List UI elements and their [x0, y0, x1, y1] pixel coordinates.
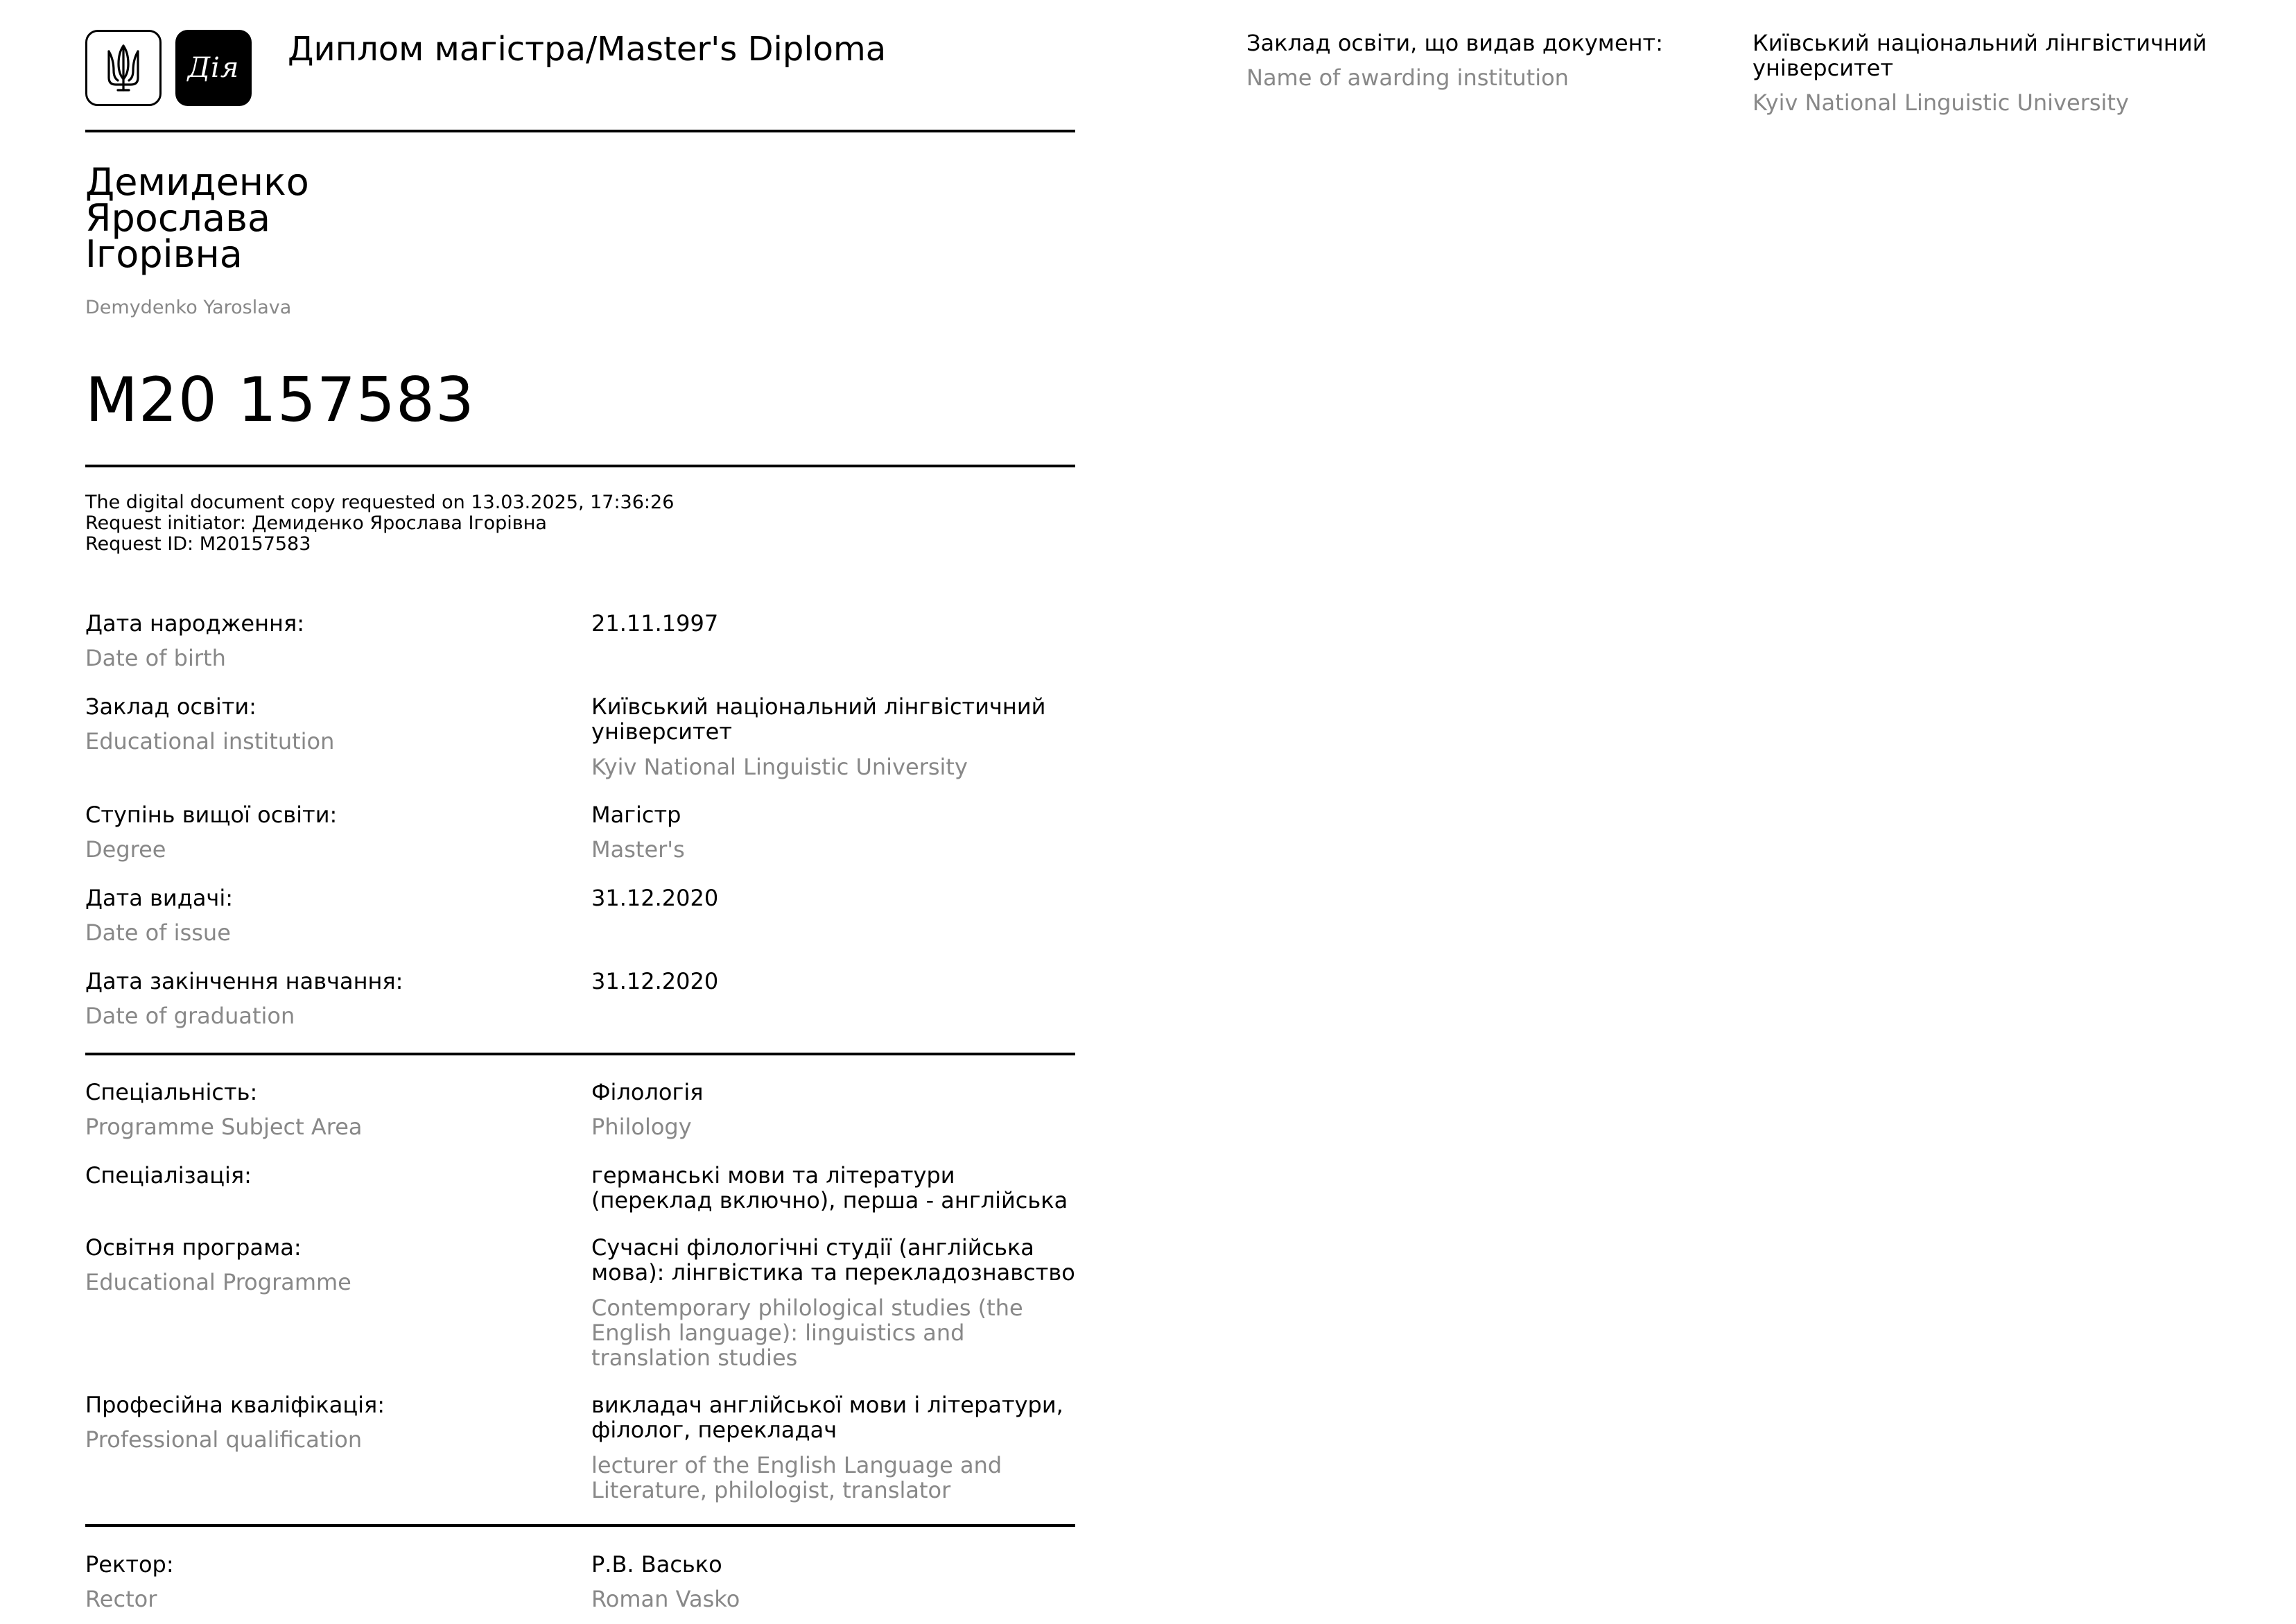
rector-value: Р.В. Васько: [591, 1551, 722, 1578]
rector-value-en: Roman Vasko: [591, 1586, 740, 1612]
birth-label-en: Date of birth: [85, 645, 226, 671]
specialization-value: [591, 1163, 1068, 1213]
degree-label-en: Degree: [85, 836, 166, 863]
degree-value: Магістр: [591, 802, 681, 828]
awarding-institution-label: Заклад освіти, що видав документ:: [1246, 30, 1663, 56]
graduation-date-label-en: Date of graduation: [85, 1003, 295, 1029]
institution-value: [591, 694, 1045, 744]
awarding-institution-value-en: Kyiv National Linguistic University: [1753, 89, 2129, 116]
awarding-institution-label-en: Name of awarding institution: [1246, 64, 1569, 91]
qualification-value-en: [591, 1453, 1002, 1503]
birth-label: Дата народження:: [85, 610, 304, 637]
qualification-value-line: викладач англійської мови і літератури,: [591, 1392, 1063, 1418]
degree-label: Ступінь вищої освіти:: [85, 802, 338, 828]
qualification-value-en-line: lecturer of the English Language and: [591, 1452, 1002, 1478]
divider: [85, 1524, 1075, 1527]
institution-label: Заклад освіти:: [85, 693, 256, 720]
request-info: [85, 492, 674, 555]
document-title: Диплом магістра/Master's Diploma: [288, 30, 887, 69]
programme-value-en-line: translation studies: [591, 1345, 798, 1371]
institution-value-en: Kyiv National Linguistic University: [591, 754, 968, 780]
issue-date-label: Дата видачі:: [85, 885, 233, 911]
qualification-value: [591, 1392, 1063, 1442]
holder-surname: Демиденко: [85, 160, 309, 204]
specialty-label-en: Programme Subject Area: [85, 1114, 363, 1140]
request-date: The digital document copy requested on 13.03.2025, 17:36:26: [85, 492, 675, 513]
specialty-value-en: Philology: [591, 1114, 692, 1140]
awarding-institution-value-line: Київський національний лінгвістичний: [1753, 30, 2207, 56]
awarding-institution-value-line: університет: [1753, 55, 1893, 81]
qualification-value-en-line: Literature, philologist, translator: [591, 1477, 951, 1503]
specialization-value-line: (переклад включно), перша - англійська: [591, 1187, 1068, 1213]
programme-value-line: Сучасні філологічні студії (англійська: [591, 1234, 1034, 1261]
request-initiator: Request initiator: Демиденко Ярослава Ігорівна: [85, 512, 547, 534]
holder-first-name: Ярослава: [85, 196, 271, 240]
divider: [85, 130, 1075, 132]
programme-value-en-line: English language): linguistics and: [591, 1320, 965, 1346]
institution-value-line: університет: [591, 718, 732, 745]
programme-label: Освітня програма:: [85, 1234, 302, 1261]
issue-date-value: 31.12.2020: [591, 885, 719, 911]
document-number: М20 157583: [85, 364, 475, 435]
programme-value-en-line: Contemporary philological studies (the: [591, 1295, 1023, 1321]
programme-label-en: Educational Programme: [85, 1269, 351, 1295]
degree-value-en: Master's: [591, 836, 685, 863]
holder-name: [85, 160, 309, 276]
graduation-date-value: 31.12.2020: [591, 968, 719, 994]
birth-value: 21.11.1997: [591, 610, 719, 637]
institution-label-en: Educational institution: [85, 728, 335, 754]
specialty-value: Філологія: [591, 1079, 704, 1105]
programme-value-line: мова): лінгвістика та перекладознавство: [591, 1259, 1075, 1286]
qualification-label: Професійна кваліфікація:: [85, 1392, 385, 1418]
diia-logo: [175, 30, 252, 106]
qualification-value-line: філолог, перекладач: [591, 1417, 837, 1443]
issue-date-label-en: Date of issue: [85, 919, 231, 946]
graduation-date-label: Дата закінчення навчання:: [85, 968, 403, 994]
programme-value-en: [591, 1295, 1023, 1370]
institution-value-line: Київський національний лінгвістичний: [591, 693, 1046, 720]
holder-name-latin: Demydenko Yaroslava: [85, 297, 292, 318]
programme-value: [591, 1235, 1075, 1285]
qualification-label-en: Professional qualification: [85, 1426, 363, 1453]
diia-logo-text: Дія: [187, 52, 240, 84]
divider: [85, 465, 1075, 467]
holder-patronymic: Ігорівна: [85, 232, 243, 276]
specialization-label: Спеціалізація:: [85, 1162, 252, 1189]
tryzub-icon: [87, 32, 159, 104]
divider: [85, 1053, 1075, 1055]
rector-label-en: Rector: [85, 1586, 157, 1612]
request-id: Request ID: M20157583: [85, 533, 311, 555]
specialization-value-line: германські мови та літератури: [591, 1162, 955, 1189]
awarding-institution-value: [1753, 31, 2207, 80]
tryzub-logo: [85, 30, 162, 106]
rector-label: Ректор:: [85, 1551, 174, 1578]
specialty-label: Спеціальність:: [85, 1079, 258, 1105]
